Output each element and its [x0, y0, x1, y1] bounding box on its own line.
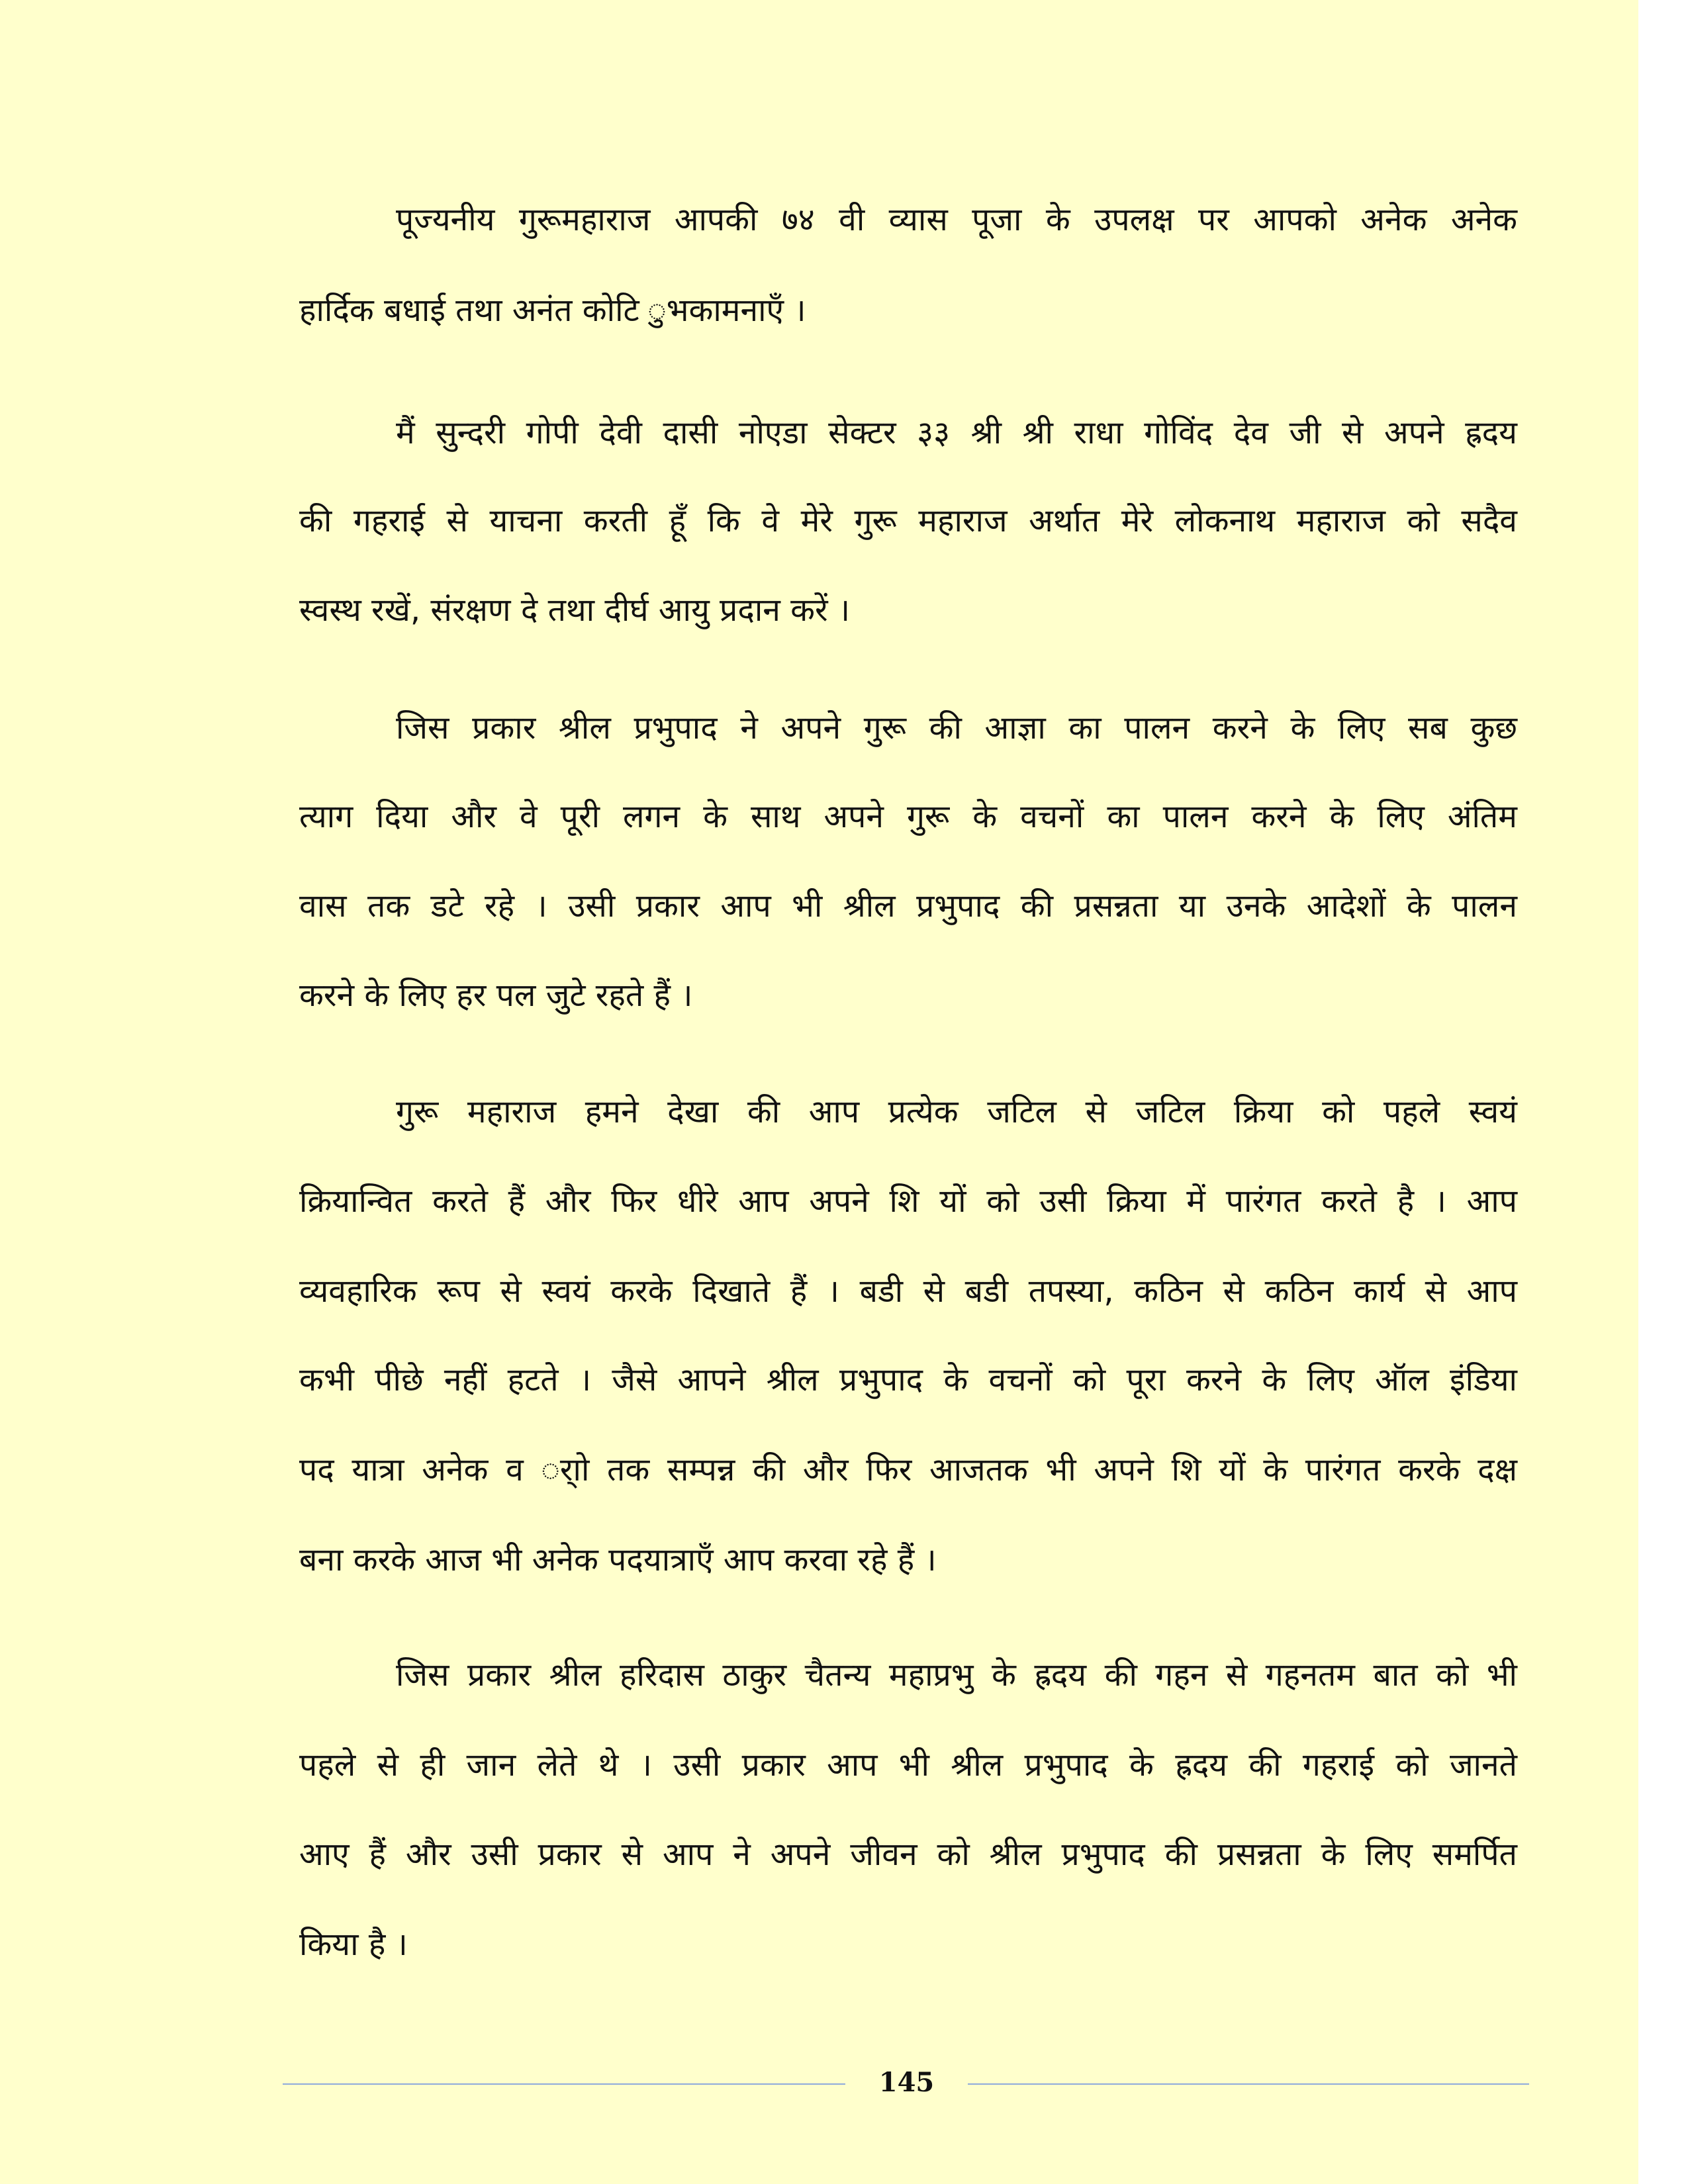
- paragraph-5-line-2: पहले से ही जान लेते थे । उसी प्रकार आप भी श्रील प्रभुपाद के ह्रदय की गहराई को जानते: [299, 1747, 1517, 1784]
- footer-rule-left: [283, 2083, 845, 2085]
- paragraph-4-line-3: व्यवहारिक रूप से स्वयं करके दिखाते हैं । बडी से बडी तपस्या, कठिन से कठिन कार्य से आप: [299, 1273, 1517, 1310]
- paragraph-3-line-1: जिस प्रकार श्रील प्रभुपाद ने अपने गुरू की आज्ञा का पालन करने के लिए सब कुछ: [396, 709, 1517, 747]
- paragraph-4-line-5: पद यात्रा अनेक व र्ाो तक सम्पन्न की और फिर आजतक भी अपने शि यों के पारंगत करके दक्ष: [299, 1451, 1517, 1488]
- footer-rule-right: [968, 2083, 1529, 2085]
- paragraph-4-line-6: बना करके आज भी अनेक पदयात्राएँ आप करवा रहे हैं ।: [299, 1541, 937, 1578]
- paragraph-4-line-2: क्रियान्वित करते हैं और फिर धीरे आप अपने शि यों को उसी क्रिया में पारंगत करते है । आप: [299, 1183, 1517, 1220]
- paragraph-3-line-3: वास तक डटे रहे । उसी प्रकार आप भी श्रील प्रभुपाद की प्रसन्नता या उनके आदेशों के पालन: [299, 887, 1517, 925]
- page-number: 145: [878, 2067, 935, 2098]
- paragraph-4-line-4: कभी पीछे नहीं हटते । जैसे आपने श्रील प्रभुपाद के वचनों को पूरा करने के लिए ऑल इंडिया: [299, 1361, 1517, 1398]
- paragraph-5-line-4: किया है ।: [299, 1926, 408, 1963]
- paragraph-1-line-1: पूज्यनीय गुरूमहाराज आपकी ७४ वी व्यास पूजा के उपलक्ष पर आपको अनेक अनेक: [396, 201, 1517, 238]
- paragraph-5-line-3: आए हैं और उसी प्रकार से आप ने अपने जीवन को श्रील प्रभुपाद की प्रसन्नता के लिए समर्पित: [299, 1836, 1517, 1873]
- paragraph-2-line-3: स्वस्थ रखें, संरक्षण दे तथा दीर्घ आयु प्रदान करें ।: [299, 592, 851, 629]
- paragraph-3-line-2: त्याग दिया और वे पूरी लगन के साथ अपने गुरू के वचनों का पालन करने के लिए अंतिम: [299, 798, 1517, 835]
- paragraph-2-line-1: मैं सुन्दरी गोपी देवी दासी नोएडा सेक्टर ३३ श्री श्री राधा गोविंद देव जी से अपने ह्रदय: [396, 414, 1517, 451]
- page-right-margin: [1638, 0, 1688, 2184]
- paragraph-3-line-4: करने के लिए हर पल जुटे रहते हैं ।: [299, 977, 693, 1014]
- paragraph-1-line-2: हार्दिक बधाई तथा अनंत कोटि ुभकामनाएँ ।: [299, 292, 806, 329]
- paragraph-4-line-1: गुरू महाराज हमने देखा की आप प्रत्येक जटिल से जटिल क्रिया को पहले स्वयं: [396, 1093, 1518, 1130]
- paragraph-5-line-1: जिस प्रकार श्रील हरिदास ठाकुर चैतन्य महाप्रभु के ह्रदय की गहन से गहनतम बात को भी: [396, 1657, 1517, 1694]
- paragraph-2-line-2: की गहराई से याचना करती हूँ कि वे मेरे गुरू महाराज अर्थात मेरे लोकनाथ महाराज को सदैव: [299, 502, 1517, 539]
